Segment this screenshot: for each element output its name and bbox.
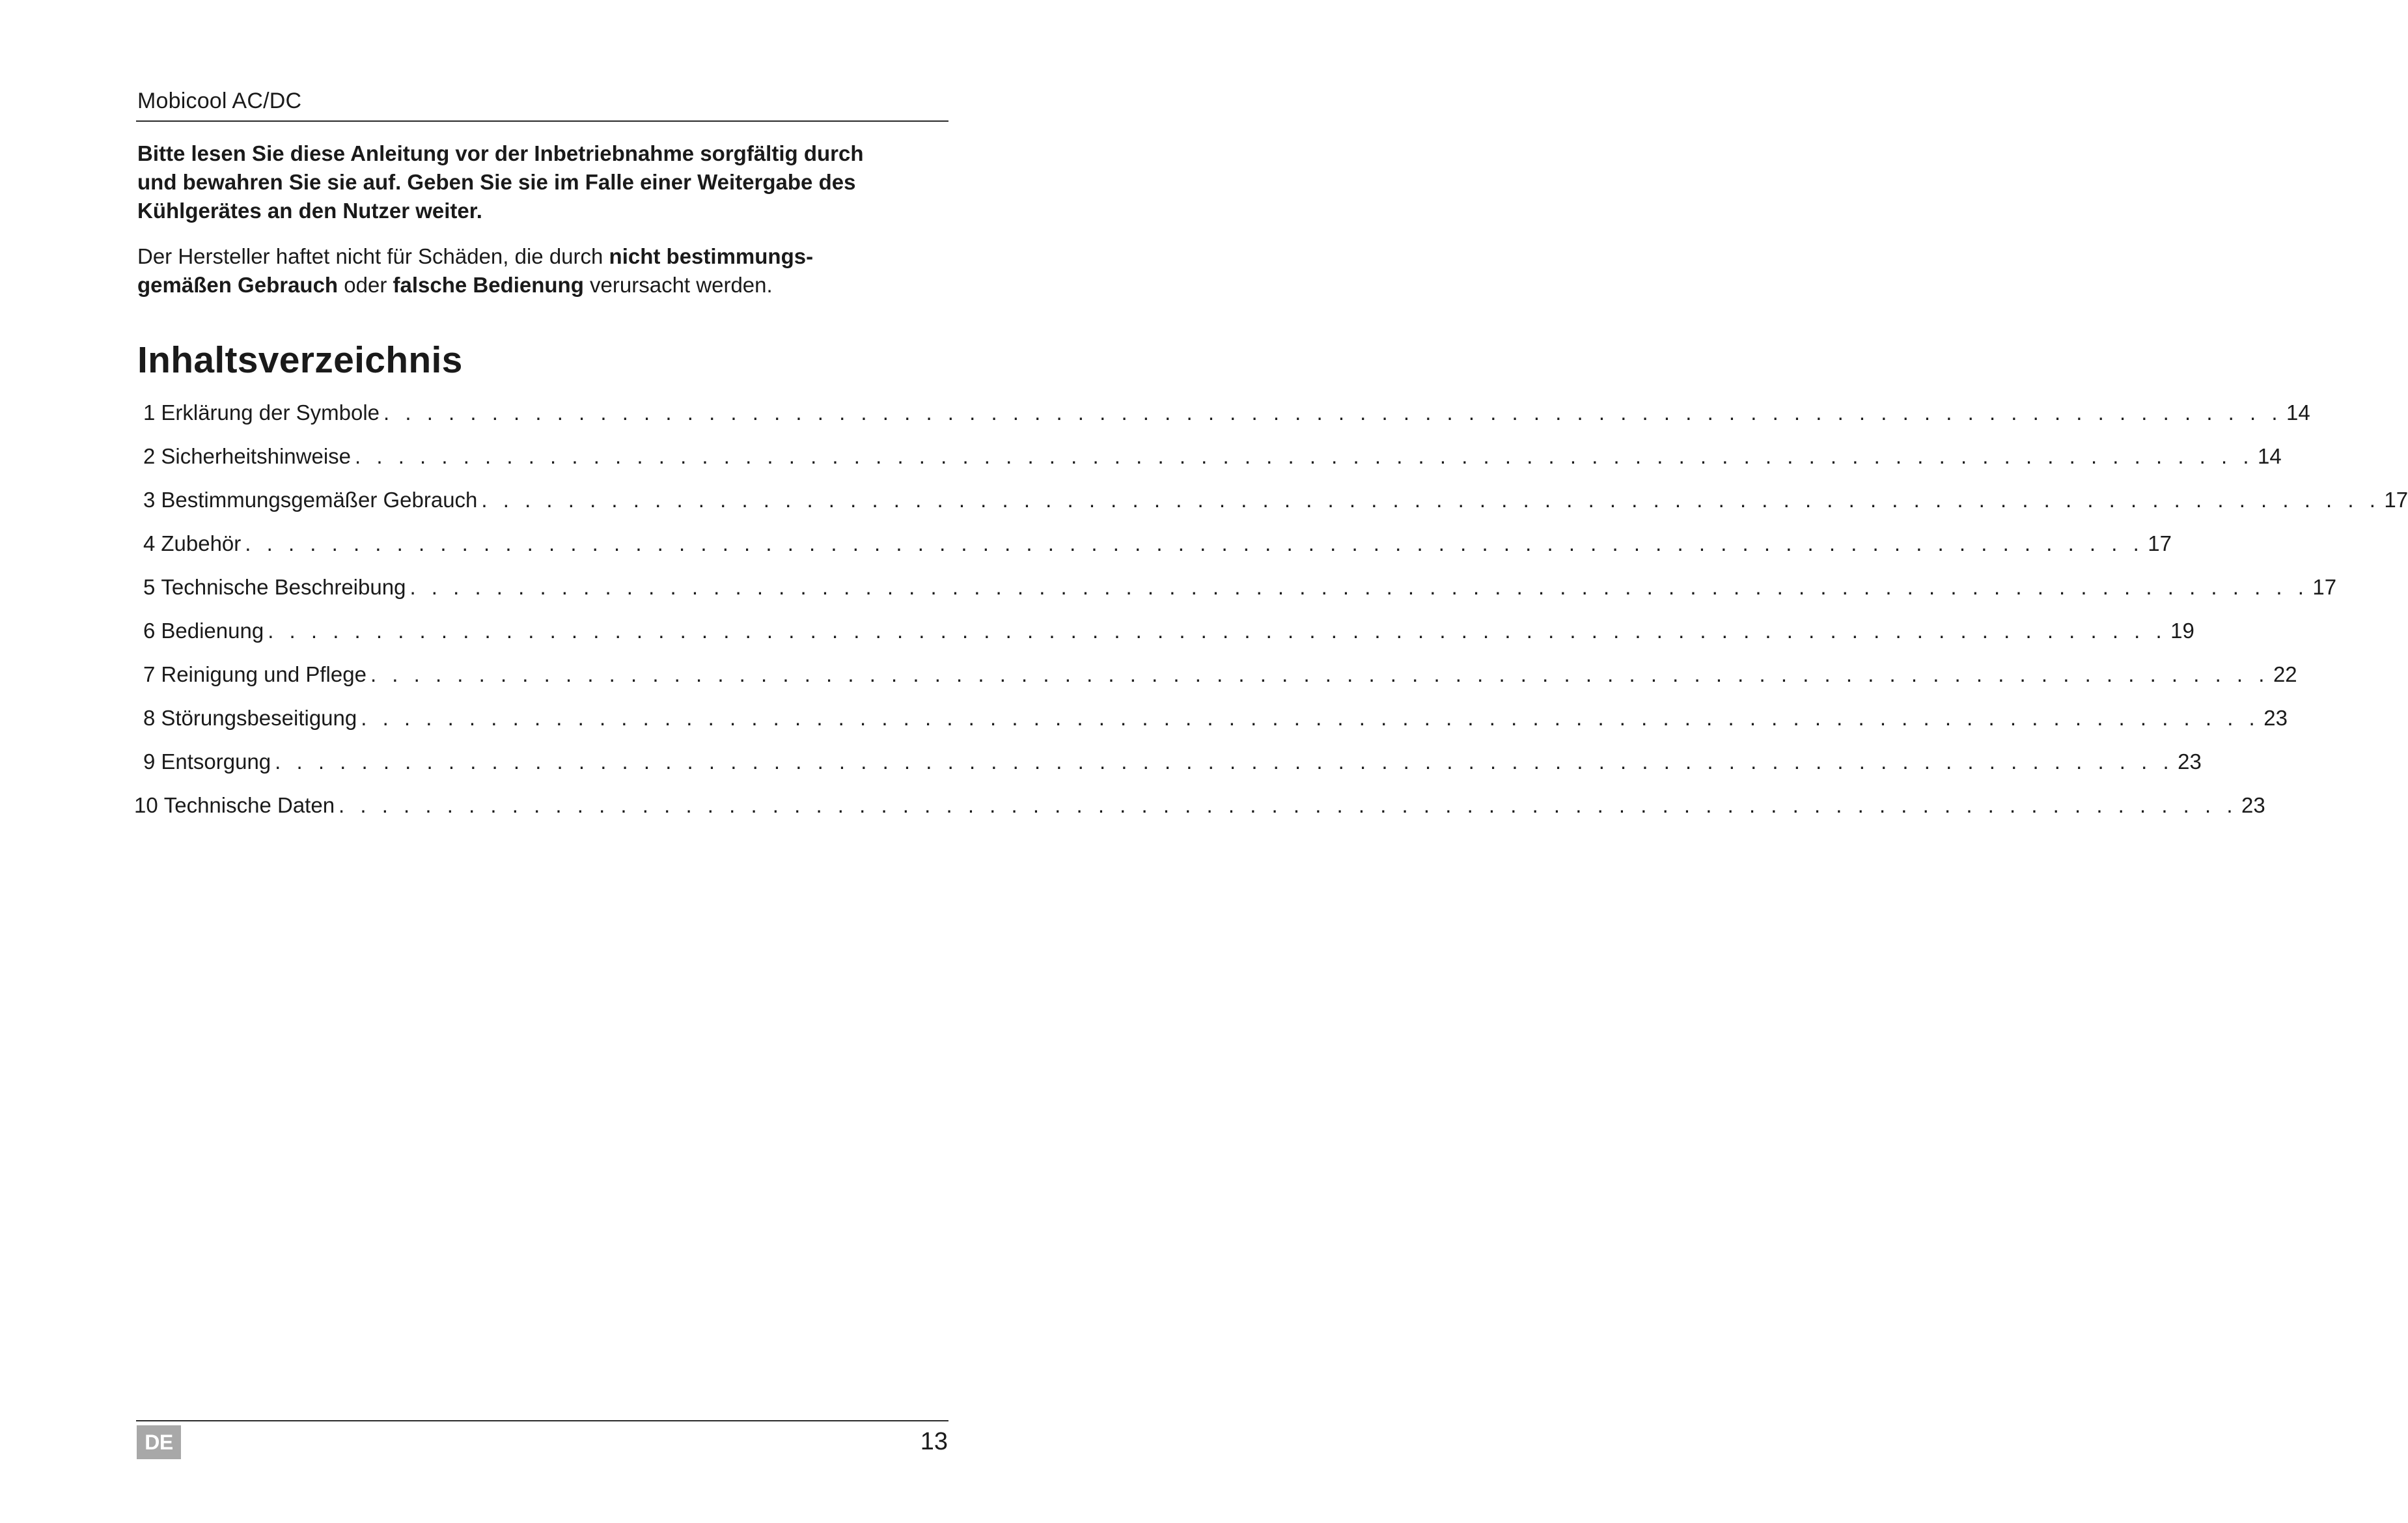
toc-entry[interactable] bbox=[134, 793, 2265, 826]
liability-text: Der Hersteller haftet nicht für Schäden, die durch bbox=[137, 244, 609, 268]
toc-leader-dots: . . . . . . . . . . . . . . . . . . . . . . . . . . . . . . . . . . . . . . . . . . . . . . . . . . . . . . . . . . . . . . . . . . . . . . . . . . . . . . . . . . . . . . . . bbox=[370, 662, 2269, 686]
header-divider bbox=[136, 120, 948, 122]
footer-divider bbox=[136, 1420, 948, 1421]
toc-entry-page: 17 bbox=[2384, 488, 2408, 512]
toc-entry-label: Bedienung bbox=[161, 619, 264, 643]
toc-heading: Inhaltsverzeichnis bbox=[137, 339, 463, 381]
toc-entry-label: Erklärung der Symbole bbox=[161, 400, 380, 425]
toc-entry-label: Entsorgung bbox=[161, 749, 271, 774]
toc-entry-label: Zubehör bbox=[161, 531, 242, 555]
toc-leader-dots: . . . . . . . . . . . . . . . . . . . . . . . . . . . . . . . . . . . . . . . . . . . . . . . . . . . . . . . . . . . . . . . . . . . . . . . . . . . . . . . . . . . . . . . . bbox=[355, 444, 2254, 468]
toc-entry-page: 23 bbox=[2263, 706, 2288, 730]
toc-entry-page: 14 bbox=[2286, 400, 2310, 425]
toc-entry[interactable] bbox=[143, 749, 2202, 782]
toc-entry-label: Technische Daten bbox=[163, 793, 335, 817]
toc-entry-number: 5 bbox=[143, 575, 156, 599]
liability-emphasis: nicht bestimmungs- bbox=[609, 244, 814, 268]
intro-line: Bitte lesen Sie diese Anleitung vor der Inbetriebnahme sorgfältig durch bbox=[137, 141, 864, 165]
liability-line-1 bbox=[137, 242, 945, 271]
toc-entry-label: Störungsbeseitigung bbox=[161, 706, 357, 730]
liability-text: oder bbox=[338, 273, 393, 297]
toc-entry-number: 6 bbox=[143, 619, 156, 643]
intro-notice bbox=[137, 139, 945, 225]
document-title: Mobicool AC/DC bbox=[137, 89, 302, 113]
toc-entry-number: 9 bbox=[143, 749, 156, 774]
toc-leader-dots: . . . . . . . . . . . . . . . . . . . . . . . . . . . . . . . . . . . . . . . . . . . . . . . . . . . . . . . . . . . . . . . . . . . . . . . . . . . . . . . . . . . . . . . . bbox=[268, 619, 2167, 643]
intro-line: Kühlgerätes an den Nutzer weiter. bbox=[137, 199, 482, 223]
toc-entry-number: 2 bbox=[143, 444, 156, 468]
liability-text: verursacht werden. bbox=[583, 273, 773, 297]
liability-emphasis: gemäßen Gebrauch bbox=[137, 273, 339, 297]
toc-entry-number: 7 bbox=[143, 662, 156, 686]
toc-entry-label: Sicherheitshinweise bbox=[161, 444, 352, 468]
liability-notice bbox=[137, 242, 945, 300]
toc-entry-page: 23 bbox=[2241, 793, 2265, 817]
toc-entry-label: Technische Beschreibung bbox=[161, 575, 406, 599]
toc-entry[interactable] bbox=[143, 575, 2337, 608]
page-number: 13 bbox=[920, 1428, 948, 1455]
toc-leader-dots: . . . . . . . . . . . . . . . . . . . . . . . . . . . . . . . . . . . . . . . . . . . . . . . . . . . . . . . . . . . . . . . . . . . . . . . . . . . . . . . . . . . . . . . . bbox=[245, 531, 2144, 555]
liability-emphasis: falsche Bedienung bbox=[393, 273, 584, 297]
toc-leader-dots: . . . . . . . . . . . . . . . . . . . . . . . . . . . . . . . . . . . . . . . . . . . . . . . . . . . . . . . . . . . . . . . . . . . . . . . . . . . . . . . . . . . . . . . . bbox=[275, 749, 2174, 774]
toc-entry[interactable] bbox=[143, 488, 2408, 520]
toc-entry-number: 10 bbox=[134, 793, 158, 817]
toc-entry[interactable] bbox=[143, 400, 2310, 433]
toc-entry[interactable] bbox=[143, 444, 2282, 477]
toc-entry-label: Bestimmungsgemäßer Gebrauch bbox=[161, 488, 478, 512]
toc-entry-label: Reinigung und Pflege bbox=[161, 662, 367, 686]
toc-entry-number: 4 bbox=[143, 531, 156, 555]
toc-leader-dots: . . . . . . . . . . . . . . . . . . . . . . . . . . . . . . . . . . . . . . . . . . . . . . . . . . . . . . . . . . . . . . . . . . . . . . . . . . . . . . . . . . . . . . . . bbox=[481, 488, 2381, 512]
toc-entry-page: 17 bbox=[2148, 531, 2172, 555]
toc-leader-dots: . . . . . . . . . . . . . . . . . . . . . . . . . . . . . . . . . . . . . . . . . . . . . . . . . . . . . . . . . . . . . . . . . . . . . . . . . . . . . . . . . . . . . . . . bbox=[339, 793, 2238, 817]
toc-entry-page: 17 bbox=[2312, 575, 2337, 599]
intro-line: und bewahren Sie sie auf. Geben Sie sie im Falle einer Weitergabe des bbox=[137, 170, 856, 194]
toc-leader-dots: . . . . . . . . . . . . . . . . . . . . . . . . . . . . . . . . . . . . . . . . . . . . . . . . . . . . . . . . . . . . . . . . . . . . . . . . . . . . . . . . . . . . . . . . bbox=[361, 706, 2260, 730]
toc-entry-number: 8 bbox=[143, 706, 156, 730]
toc-entry-number: 1 bbox=[143, 400, 156, 425]
toc-entry[interactable] bbox=[143, 662, 2297, 695]
toc-entry[interactable] bbox=[143, 619, 2194, 651]
toc-leader-dots: . . . . . . . . . . . . . . . . . . . . . . . . . . . . . . . . . . . . . . . . . . . . . . . . . . . . . . . . . . . . . . . . . . . . . . . . . . . . . . . . . . . . . . . . bbox=[409, 575, 2309, 599]
language-badge: DE bbox=[137, 1425, 181, 1459]
liability-line-2 bbox=[137, 271, 945, 300]
toc-entry-number: 3 bbox=[143, 488, 156, 512]
toc-leader-dots: . . . . . . . . . . . . . . . . . . . . . . . . . . . . . . . . . . . . . . . . . . . . . . . . . . . . . . . . . . . . . . . . . . . . . . . . . . . . . . . . . . . . . . . . bbox=[383, 400, 2282, 425]
toc-entry[interactable] bbox=[143, 706, 2288, 738]
toc-entry-page: 14 bbox=[2258, 444, 2282, 468]
toc-entry-page: 19 bbox=[2170, 619, 2194, 643]
toc-entry[interactable] bbox=[143, 531, 2172, 564]
toc-entry-page: 23 bbox=[2178, 749, 2202, 774]
toc-entry-page: 22 bbox=[2273, 662, 2297, 686]
